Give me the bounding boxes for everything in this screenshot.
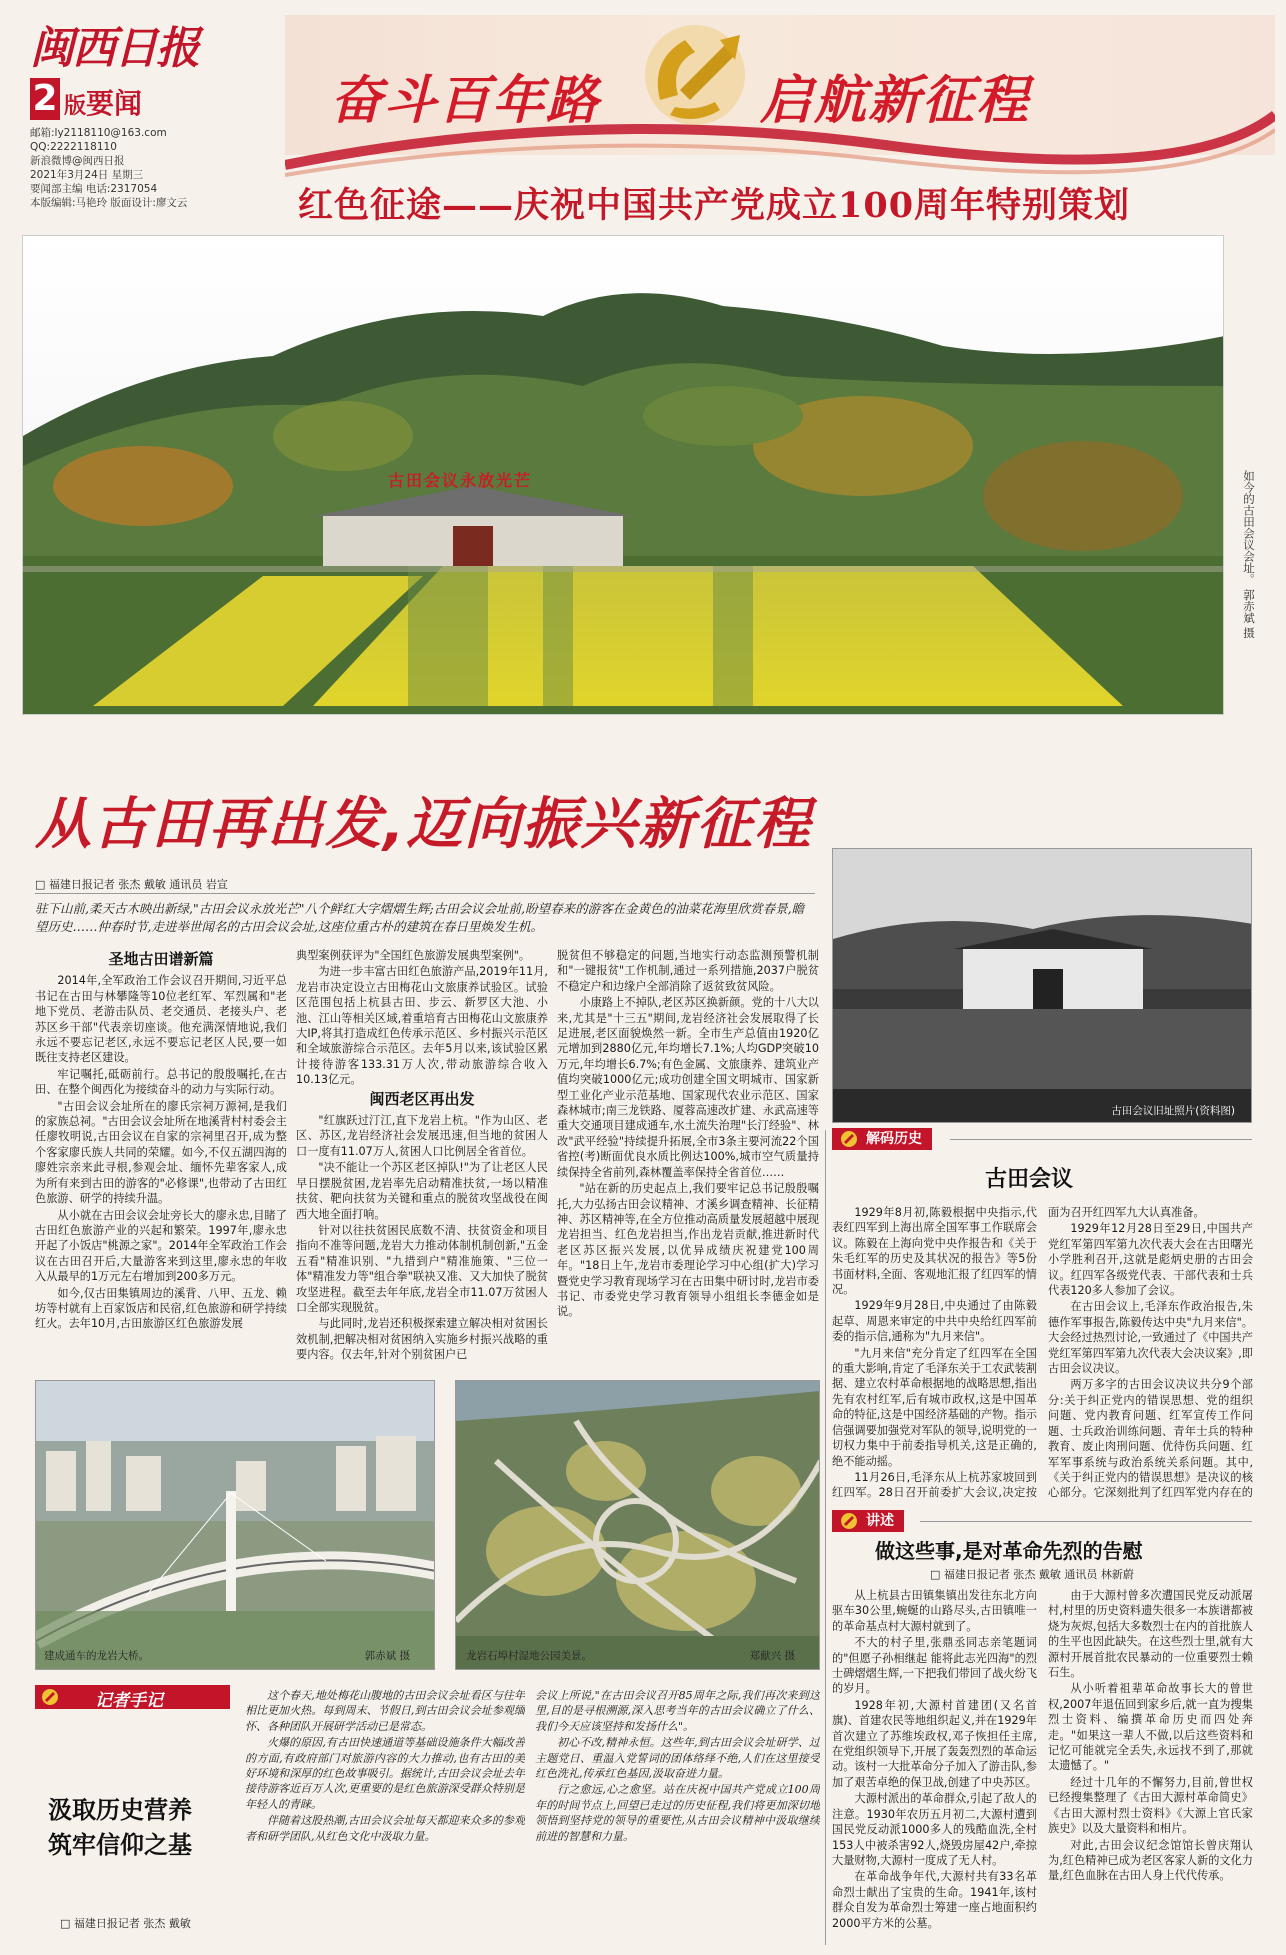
history-column-right	[1048, 1205, 1253, 1500]
notes-tag	[35, 1685, 230, 1709]
hero-sign: 古田会议永放光芒	[388, 471, 533, 490]
main-lead: 驻下山前,柔天古木映出新绿,"古田会议永放光芒"八个鲜红大字熠熠生辉;古田会议会址前,盼望春来的游客在金黄色的油菜花海里欣赏春景,瞻望历史……仲春时节,走进举世闻名的古田会议会址,这座位重古朴的建筑在春日里焕发生机。	[35, 901, 805, 934]
photo-bridge-caption: 建成通车的龙岩大桥。	[44, 1650, 149, 1662]
paragraph: 从上杭县古田镇集镇出发往东北方向驱车30公里,蜿蜒的山路尽头,古田镇唯一的革命基点村大源村就到了。	[832, 1589, 1037, 1633]
page-section-label	[64, 82, 142, 122]
notes-column-right	[535, 1688, 820, 1938]
paragraph: "红旗跃过汀江,直下龙岩上杭。"作为山区、老区、苏区,龙岩经济社会发展迅速,但当地的贫困人口一度有11.07万人,贫困人口比例居全省首位。	[296, 1114, 548, 1158]
paragraph: 1928年初,大源村首建团(又名首旗)、首建农民等地组织起义,并在1929年首次建立了苏维埃政权,邓子恢担任主席,在党组织领导下,开展了轰轰烈烈的革命运动。该村一大批革命分子加入了游击队,参加了艰苦卓绝的保卫战,创建了中央苏区。	[832, 1698, 1037, 1789]
page-number: 2	[30, 78, 60, 120]
paragraph: 与此同时,龙岩还积极探索建立解决相对贫困长效机制,把解决相对贫困纳入实施乡村振兴战略的重要内容。仅去年,针对个别贫困户已	[296, 1317, 548, 1362]
paragraph: 面为召开红四军九大认真准备。	[1048, 1206, 1205, 1219]
hero-photo-gutian-site	[22, 235, 1224, 715]
paragraph: 对此,古田会议纪念馆馆长曾庆翔认为,红色精神已成为老区客家人新的文化力量,红色血脉在古田人身上代代传承。	[1048, 1838, 1253, 1883]
photo-wetland-credit: 郑献兴 摄	[749, 1650, 795, 1662]
paragraph: 两万多字的古田会议决议共分9个部分:关于纠正党内的错误思想、党的组织问题、党内教育问题、红军宣传工作问题、士兵政治训练问题、青年士兵的特种教育、废止肉刑问题、优待伤兵问题、红军军事系统与政治系统关系问题。其中,《关于纠正党内的错误思想》是决议的核心部分。它深刻批判了红四军党内存在的	[1048, 1378, 1253, 1500]
paragraph: 针对以往扶贫困民底数不清、扶贫资金和项目指向不准等问题,龙岩大力推动体制机制创新,"五金五看"精准识别、"九措到户"精准施策、"三位一体"精准发力等"组合拳"联袂又准、又大加快了脱贫攻坚进程。截至去年年底,龙岩全市11.07万贫困人口全部实现脱贫。	[296, 1223, 548, 1314]
main-column-3	[557, 948, 819, 1368]
byline-divider	[35, 893, 815, 894]
paragraph: "古田会议会址所在的廖氏宗祠万源祠,是我们的家族总祠。"古田会议会址所在地溪背村村委会主任廖牧明说,古田会议在自家的宗祠里召开,成为整个客家廖氏族人共同的荣耀。如今,不仅五湖四海的廖姓宗亲来此寻根,参观会址、缅怀先辈客家人,成为所有来到古田的游客的"必修课",也带动了古田红色旅游、研学的持续升温。	[35, 1099, 287, 1206]
section-title-2: 闽西老区再出发	[369, 1089, 475, 1108]
history-tag-divider	[950, 1139, 1252, 1140]
main-column-1	[35, 948, 287, 1368]
main-headline: 从古田再出发,迈向振兴新征程	[35, 792, 813, 857]
hero-caption: 如今的古田会议会址。 郭赤斌 摄	[1242, 470, 1256, 639]
paragraph: 伴随着这股热潮,古田会议会址每天都迎来众多的参观者和研学团队,从红色文化中汲取力量。	[245, 1814, 525, 1843]
meta-editors: 本版编辑:马艳玲 版面设计:廖文云	[30, 197, 188, 209]
wetland-illustration	[456, 1381, 820, 1670]
paragraph: 初心不改,精神永恒。这些年,到古田会议会址研学、过主题党日、重温入党誓词的团体络绎不绝,人们在这里接受红色洗礼,传承红色基因,汲取奋进力量。	[535, 1736, 820, 1781]
masthead-meta	[30, 126, 187, 210]
paragraph: 牢记嘱托,砥砺前行。总书记的殷殷嘱托,在古田、在整个闽西化为接续奋斗的动力与实际行动。	[35, 1067, 287, 1097]
paragraph: 行之愈远,心之愈坚。站在庆祝中国共产党成立100周年的时间节点上,回望已走过的历史征程,我们将更加深切地领悟到坚持党的领导的重要性,从古田会议精神中汲取继续前进的智慧和力量。	[535, 1783, 820, 1843]
paragraph: 脱贫但不够稳定的问题,当地实行动态监测预警机制和"一键报贫"工作机制,通过一系列措施,2037户脱贫不稳定户和边缘户全部消除了返贫致贫风险。	[557, 949, 819, 993]
section-title-1: 圣地古田谱新篇	[108, 950, 214, 968]
paragraph: 2014年,全军政治工作会议召开期间,习近平总书记在古田与林攀隆等10位老红军、军烈属和"老地下党员、老游击队员、老交通员、老接头户、老苏区乡干部"代表亲切座谈。他充满深情地说,我们永远不要忘记老区,永远不要忘记老区人民,要一如既往支持老区建设。	[35, 974, 287, 1065]
paragraph: 小康路上不掉队,老区苏区换新颜。党的十八大以来,尤其是"十三五"期间,龙岩经济社会发展取得了长足进展,老区面貌焕然一新。全市生产总值由1920亿元增加到2880亿元,年均增长7.1%;人均GDP突破10万元,年均增长6.7%;有色金属、文旅康养、建筑业产值均突破1000亿元;成功创建全国文明城市、国家新型工业化产业示范基地、国家现代农业示范区、国家森林城市;南三龙铁路、厦蓉高速改扩建、永武高速等重大交通项目建成通车,水土流失治理"长汀经验"、林改"武平经验"持续提升拓展,全市3条主要河流22个国省控(考)断面优良水质比例达100%,城市空气质量持续保持全省前列,森林覆盖率保持全省首位……	[557, 996, 819, 1179]
notes-title-line2: 筑牢信仰之基	[48, 1831, 192, 1859]
paragraph: 这个春天,地处梅花山腹地的古田会议会址看区与往年相比更加火热。每到周末、节假日,到古田会议会址参观缅怀、各种团队开展研学活动已是常态。	[245, 1689, 525, 1733]
talk-tag-label: 讲述	[866, 1513, 894, 1529]
meta-editor-phone: 要闻部主编 电话:2317054	[30, 183, 158, 195]
history-column-left	[832, 1205, 1037, 1500]
bridge-illustration	[36, 1381, 435, 1670]
hero-photo-illustration	[23, 236, 1224, 715]
talk-column-right	[1048, 1588, 1253, 1938]
banner-slogan-right: 启航新征程	[760, 71, 1031, 131]
banner-slogan-left: 奋斗百年路	[330, 71, 601, 131]
notes-column-left	[245, 1688, 525, 1938]
party-emblem-icon	[41, 1688, 59, 1706]
photo-historical-site	[832, 848, 1252, 1123]
photo-bridge-credit: 郭赤斌 摄	[364, 1650, 410, 1662]
banner-subtitle: 红色征途——庆祝中国共产党成立100周年特别策划	[298, 185, 1131, 226]
paragraph: 火爆的原因,有古田快速通道等基础设施条件大幅改善的方面,有政府部门对旅游内容的大力推动,也有古田的美好环境和深厚的红色故事吸引。据统计,古田会议会址去年接待游客近百万人次,更重要的是红色旅游深受群众特别是年轻人的青睐。	[245, 1736, 525, 1811]
paragraph: 如今,仅古田集镇周边的溪背、八甲、五龙、赖坊等村就有上百家饭店和民宿,红色旅游和研学持续红火。去年10月,古田旅游区红色旅游发展	[35, 1286, 287, 1331]
paragraph: 在古田会议上,毛泽东作政治报告,朱德作军事报告,陈毅传达中央"九月来信"。大会经过热烈讨论,一致通过了《中国共产党红军第四军第九次代表大会决议案》,即古田会议决议。	[1048, 1300, 1253, 1376]
paragraph: 从小听着祖辈革命故事长大的曾世权,2007年退伍回到家乡后,就一直为搜集烈士资料、编撰革命历史而四处奔走。"如果这一辈人不做,以后这些资料和记忆可能就完全丢失,永远找不到了,那就太遗憾了。"	[1048, 1682, 1253, 1773]
history-tag-label: 解码历史	[866, 1131, 922, 1147]
page-suffix: 版	[64, 94, 87, 119]
historical-photo-illustration	[833, 849, 1252, 1123]
notes-title-line1: 汲取历史营养	[48, 1796, 192, 1824]
paragraph: "决不能让一个苏区老区掉队!"为了让老区人民早日摆脱贫困,龙岩率先启动精准扶贫,一场以精准扶贫、靶向扶贫为关键和重点的脱贫攻坚战役在闽西大地全面打响。	[296, 1161, 548, 1221]
paragraph: 典型案例获评为"全国红色旅游发展典型案例"。	[296, 949, 531, 962]
section-name: 要闻	[86, 87, 143, 120]
paragraph: 11月26日,毛泽东从上杭苏家坡回到红四军。28日召开前委扩大会议,决定按	[832, 1470, 1037, 1500]
party-emblem-icon	[840, 1512, 858, 1530]
historical-photo-caption: 古田会议旧址照片(资料图)	[1111, 1105, 1235, 1117]
column-divider	[825, 1130, 826, 1945]
paragraph: "九月来信"充分肯定了红四军在全国的重大影响,肯定了毛泽东关于工农武装割据、建立农村革命根据地的战略思想,指出先有农村红军,后有城市政权,这是中国革命的特征,这是中国经济基础的产物。指示信强调要加强党对军队的领导,说明党的一切权力集中于前委指导机关,这是正确的,绝不能动摇。	[832, 1346, 1037, 1468]
meta-date: 2021年3月24日 星期三	[30, 169, 144, 181]
talk-title: 做这些事,是对革命先烈的告慰	[875, 1539, 1143, 1563]
newspaper-logo: 闽西日报	[30, 23, 198, 74]
paragraph: "站在新的历史起点上,我们要牢记总书记殷殷嘱托,大力弘扬古田会议精神、才溪乡调查精神、长征精神、苏区精神等,在全方位推动高质量发展超越中展现龙岩担当、红色龙岩担当,作出龙岩贡献,推进新时代老区苏区振兴发展,以优异成绩庆祝建党100周年。"18日上午,龙岩市委理论学习中心组(扩大)学习暨党史学习教育现场学习在古田集中研讨时,龙岩市委书记、市委党史学习教育领导小组组长李德金如是说。	[557, 1182, 819, 1319]
paragraph: 1929年9月28日,中央通过了由陈毅起草、周恩来审定的中共中央给红四军前委的指示信,通称为"九月来信"。	[832, 1299, 1037, 1344]
talk-tag	[832, 1510, 904, 1532]
talk-column-left	[832, 1588, 1037, 1938]
paragraph: 1929年12月28日至29日,中国共产党红军第四军第九次代表大会在古田曙光小学胜利召开,这就是彪炳史册的古田会议。红四军各级党代表、干部代表和士兵代表120多人参加了会议。	[1048, 1222, 1253, 1298]
paragraph: 从小就在古田会议会址旁长大的廖永忠,目睹了古田红色旅游产业的兴起和繁荣。1997年,廖永忠开起了小饭店"桃源之家"。2014年全军政治工作会议在古田召开后,大量游客来到这里,廖永忠的年收入从最早的1万元左右增加到200多万元。	[35, 1208, 287, 1284]
paragraph: 会议上所说,"在古田会议召开85周年之际,我们再次来到这里,目的是寻根溯源,深入思考当年的古田会议确立了什么、我们今天应该坚持和发扬什么"。	[535, 1689, 820, 1733]
paragraph: 不大的村子里,张鼎丞同志亲笔题词的"但愿子孙相继起 能将此志光四海"的烈士碑熠熠生辉,一下把我们带回了战火纷飞的岁月。	[832, 1636, 1037, 1696]
history-tag	[832, 1128, 932, 1150]
talk-byline: □ 福建日报记者 张杰 戴敏 通讯员 林新蔚	[930, 1568, 1134, 1581]
paragraph: 1929年8月初,陈毅根据中央指示,代表红四军到上海出席全国军事工作联席会议。陈毅在上海向党中央作报告和《关于朱毛红军的历史及其状况的报告》等5份书面材料,全面、客观地汇报了红四军的情况。	[832, 1206, 1037, 1297]
party-emblem-icon	[840, 1130, 858, 1148]
meta-email: 邮箱:ly2118110@163.com	[30, 127, 167, 139]
party-emblem-icon	[640, 20, 750, 135]
paragraph: 为进一步丰富古田红色旅游产品,2019年11月,龙岩市决定设立古田梅花山文旅康养试验区。试验区范围包括上杭县古田、步云、新罗区大池、小池、江山等相关区域,着重培育古田梅花山文旅康养大IP,将其打造成红色传承示范区、乡村振兴示范区和全域旅游综合示范区。去年5月以来,该试验区累计接待游客133.31万人次,带动旅游综合收入10.13亿元。	[296, 965, 548, 1087]
paragraph: 大源村派出的革命群众,引起了敌人的注意。1930年农历五月初二,大源村遭到国民党反动派1000多人的残酷血洗,全村153人中被杀害92人,烧毁房屋42户,牵掠大量财物,大源村一度成了无人村。	[832, 1792, 1037, 1867]
notes-tag-label: 记者手记	[95, 1691, 163, 1711]
talk-tag-divider	[920, 1521, 1252, 1522]
paragraph: 由于大源村曾多次遭国民党反动派屠村,村里的历史资料遗失很多一本族谱都被烧为灰烬,包括大多数烈士在内的首批族人的生平也因此缺失。在这些烈士里,就有大源村开展首批农民暴动的一位重要烈士赖石生。	[1048, 1589, 1253, 1680]
paragraph: 在革命战争年代,大源村共有33名革命烈士献出了宝贵的生命。1941年,该村群众自发为革命烈士筹建一座占地面积约2000平方米的公墓。	[832, 1870, 1037, 1930]
photo-wetland-caption: 龙岩石埠村湿地公园美景。	[466, 1650, 592, 1662]
meta-weibo: 新浪微博@闽西日报	[30, 155, 125, 167]
photo-longyan-bridge	[35, 1380, 435, 1670]
main-byline: □ 福建日报记者 张杰 戴敏 通讯员 岩宣	[35, 878, 228, 891]
meta-qq: QQ:2222118110	[30, 141, 117, 153]
paragraph: 经过十几年的不懈努力,目前,曾世权已经搜集整理了《古田大源村革命简史》《古田大源村烈士资料》《大源上官氏家族史》以及大量资料和相片。	[1048, 1775, 1253, 1836]
main-column-2	[296, 948, 548, 1368]
photo-wetland-park	[455, 1380, 820, 1670]
history-title: 古田会议	[985, 1167, 1074, 1192]
notes-byline: □ 福建日报记者 张杰 戴敏	[60, 1917, 191, 1930]
